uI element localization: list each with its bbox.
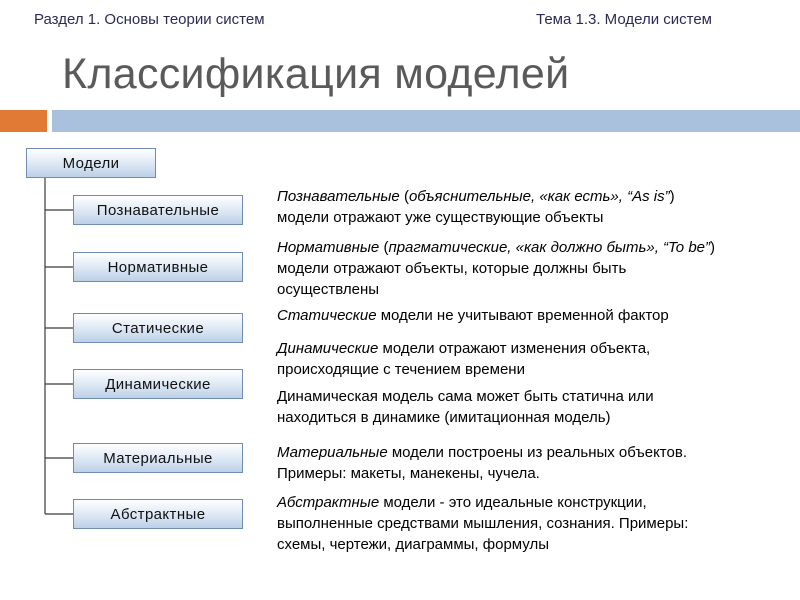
desc-material: Материальные модели построены из реальных объектов. Примеры: макеты, манекены, чучела.: [277, 444, 687, 482]
tree-node-cognitive: Познавательные: [73, 195, 243, 225]
tree-root-node: Модели: [26, 148, 156, 178]
desc-dynamic: Динамические модели отражают изменения объекта, происходящие с течением времени: [277, 340, 651, 378]
section-header: Раздел 1. Основы теории систем: [34, 11, 265, 28]
tree-node-abstract: Абстрактные: [73, 499, 243, 529]
desc-abstract: Абстрактные модели - это идеальные конструкции, выполненные средствами мышления, сознания. Примеры: схемы, чертежи, диаграммы, формулы: [277, 494, 689, 553]
desc-normative: Нормативные (прагматические, «как должно быть», “To be”) модели отражают объекты, которые должны быть осуществлены: [277, 239, 715, 298]
topic-header: Тема 1.3. Модели систем: [536, 11, 712, 28]
slide-title: Классификация моделей: [62, 50, 570, 98]
tree-node-static: Статические: [73, 313, 243, 343]
desc-static: Статические модели не учитывают временной фактор: [277, 307, 669, 324]
tree-node-material: Материальные: [73, 443, 243, 473]
tree-node-normative: Нормативные: [73, 252, 243, 282]
desc-cognitive: Познавательные (объяснительные, «как есть», “As is”) модели отражают уже существующие объекты: [277, 188, 675, 226]
desc-dynamic-note: Динамическая модель сама может быть статична или находиться в динамике (имитационная модель): [277, 388, 654, 426]
tree-node-dynamic: Динамические: [73, 369, 243, 399]
